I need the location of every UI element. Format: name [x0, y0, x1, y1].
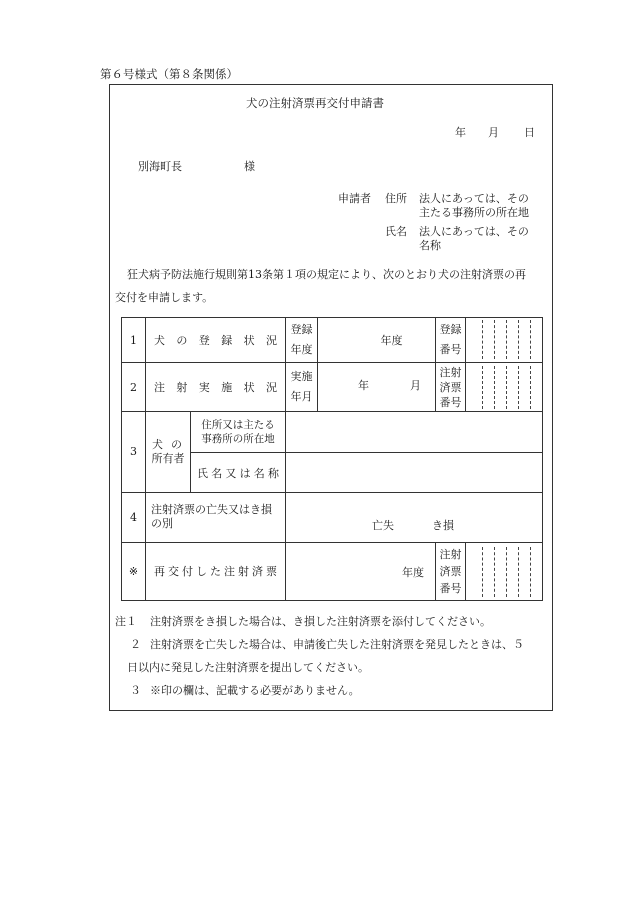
- injection-year-unit: 年: [358, 379, 369, 393]
- label-line: 所有者: [151, 451, 185, 465]
- row-number: 4: [122, 492, 146, 542]
- row-label-loss-damage: [146, 492, 286, 542]
- digit-divider: [518, 320, 519, 359]
- table-row-injection: [122, 363, 543, 412]
- note-3-text: ※印の欄は、記載する必要がありません。: [150, 684, 360, 697]
- note-1-label: 注１: [115, 615, 137, 628]
- header-line: 事務所の所在地: [201, 433, 275, 446]
- owner-address-header: [191, 412, 286, 453]
- form-number-label: 第６号様式（第８条関係）: [100, 67, 238, 81]
- registration-year-field: 年度: [318, 318, 436, 363]
- label-line: 犬の: [152, 437, 190, 451]
- header-line: 番号: [439, 343, 462, 357]
- header-line: 注射: [439, 365, 462, 379]
- header-line: 注射: [439, 547, 462, 561]
- digit-divider: [506, 366, 507, 409]
- tag-number-header: [436, 363, 466, 412]
- note-2-label: ２: [130, 638, 141, 651]
- owner-name-header: 氏名又は名称: [191, 453, 286, 492]
- label-line: の別: [151, 517, 173, 531]
- row-number: 2: [122, 363, 146, 412]
- reissued-year-field: [286, 542, 436, 600]
- note-1-text: 注射済票をき損した場合は、き損した注射済票を添付してください。: [150, 615, 491, 628]
- digit-divider: [518, 366, 519, 409]
- header-line: 年月: [290, 390, 313, 404]
- application-table: [121, 317, 543, 601]
- digit-divider: [494, 366, 495, 409]
- note-2-text-line-1: 注射済票を亡失した場合は、申請後亡失した注射済票を発見したときは、５: [150, 638, 524, 651]
- digit-divider: [482, 366, 483, 409]
- registration-year-header: [286, 318, 318, 363]
- header-line: 登録: [439, 323, 462, 337]
- digit-divider: [530, 547, 531, 597]
- reissued-number-header: [436, 542, 466, 600]
- digit-divider: [482, 547, 483, 597]
- label-line: 注射済票の亡失又はき損: [151, 503, 272, 517]
- applicant-address-note-2: 主たる事務所の所在地: [419, 206, 529, 219]
- applicant-name-label: 氏名: [385, 225, 407, 238]
- digit-divider: [494, 547, 495, 597]
- digit-divider: [506, 320, 507, 359]
- body-text-line-1: 狂犬病予防法施行規則第13条第１項の規定により、次のとおり犬の注射済票の再: [127, 268, 526, 281]
- applicant-address-label: 住所: [385, 192, 407, 205]
- digit-divider: [494, 320, 495, 359]
- row-label-injection: 注射実施状況: [146, 363, 286, 412]
- header-line: 済票: [439, 564, 462, 578]
- header-line: 番号: [439, 581, 462, 595]
- injection-date-field: [318, 363, 436, 412]
- registration-number-header: [436, 318, 466, 363]
- date-day: 日: [524, 126, 535, 139]
- option-damaged: き損: [432, 518, 454, 532]
- applicant-label: 申請者: [338, 192, 371, 205]
- table-row-loss-damage: [122, 492, 543, 542]
- applicant-name-note-1: 法人にあっては、その: [419, 225, 529, 238]
- row-label-reissued: 再交付した注射済票: [146, 542, 286, 600]
- loss-damage-field: [286, 492, 543, 542]
- digit-divider: [530, 320, 531, 359]
- document-title: 犬の注射済票再交付申請書: [246, 96, 384, 110]
- row-label-registration: 犬の登録状況: [146, 318, 286, 363]
- row-label-owner: [146, 412, 191, 492]
- header-line: 登録: [290, 323, 313, 337]
- header-line: 番号: [439, 395, 462, 409]
- digit-divider: [530, 366, 531, 409]
- digit-divider: [482, 320, 483, 359]
- injection-date-header: [286, 363, 318, 412]
- applicant-address-note-1: 法人にあっては、その: [419, 192, 529, 205]
- digit-divider: [518, 547, 519, 597]
- row-number: 1: [122, 318, 146, 363]
- header-line: 住所又は主たる: [201, 419, 275, 432]
- reissued-year-unit: 年度: [402, 565, 424, 579]
- table-row-reissued: [122, 542, 543, 600]
- note-2-text-line-2: 日以内に発見した注射済票を提出してください。: [127, 661, 369, 674]
- row-number: ※: [122, 542, 146, 600]
- header-line: 済票: [439, 380, 462, 394]
- row-number: 3: [122, 412, 146, 492]
- table-row-owner-address: [122, 412, 543, 453]
- applicant-name-note-2: 名称: [419, 239, 441, 252]
- digit-divider: [506, 547, 507, 597]
- option-lost: 亡失: [372, 518, 394, 532]
- date-month: 月: [488, 126, 499, 139]
- date-year: 年: [455, 126, 466, 139]
- note-3-label: ３: [130, 684, 141, 697]
- injection-month-unit: 月: [410, 379, 421, 393]
- owner-name-field: [286, 453, 543, 492]
- addressee-name: 別海町長: [138, 160, 182, 173]
- owner-address-field: [286, 412, 543, 453]
- body-text-line-2: 交付を申請します。: [115, 291, 214, 304]
- addressee-honorific: 様: [244, 160, 255, 173]
- header-line: 年度: [290, 343, 313, 357]
- header-line: 実施: [290, 370, 313, 384]
- table-row-registration: [122, 318, 543, 363]
